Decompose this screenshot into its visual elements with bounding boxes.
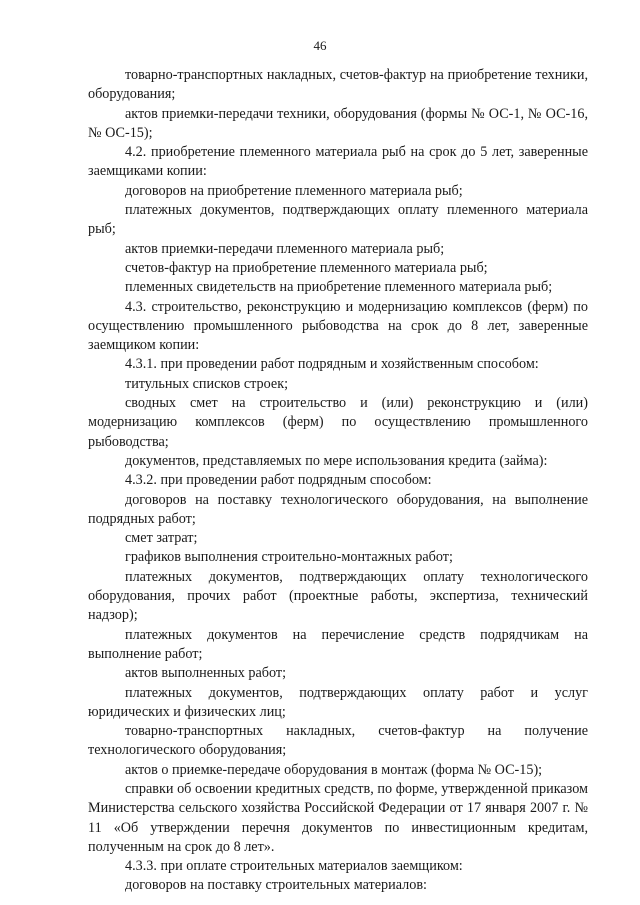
page-number: 46 xyxy=(313,38,327,53)
paragraph: справки об освоении кредитных средств, по форме, утвержденной приказом Министерства сельского хозяйства Российской Федерации от 17 января 2007 г. № 11 «Об утверждении перечня документов по инвестиционным кредитам, полученным на срок до 8 лет». xyxy=(88,780,588,855)
paragraph: племенных свидетельств на приобретение племенного материала рыб; xyxy=(125,279,553,296)
paragraph: договоров на приобретение племенного материала рыб; xyxy=(125,182,463,199)
paragraph: документов, представляемых по мере использования кредита (займа): xyxy=(125,452,548,469)
paragraph: 4.2. приобретение племенного материала рыб на срок до 5 лет, заверенные заемщиками копии: xyxy=(88,144,588,180)
paragraph: графиков выполнения строительно-монтажных работ; xyxy=(125,549,453,566)
paragraph: платежных документов, подтверждающих оплату работ и услуг юридических и физических лиц; xyxy=(88,684,588,720)
document-body xyxy=(88,66,588,896)
paragraph: титульных списков строек; xyxy=(125,375,289,392)
paragraph: платежных документов, подтверждающих оплату технологического оборудования, прочих работ (проектные работы, экспертиза, технический надзор); xyxy=(88,568,588,624)
paragraph: актов выполненных работ; xyxy=(125,665,287,682)
paragraph: актов приемки-передачи техники, оборудования (формы № ОС-1, № ОС-16, № ОС-15); xyxy=(88,105,588,141)
paragraph: платежных документов на перечисление средств подрядчикам на выполнение работ; xyxy=(88,626,588,662)
paragraph: счетов-фактур на приобретение племенного материала рыб; xyxy=(125,259,488,276)
paragraph: актов о приемке-передаче оборудования в монтаж (форма № ОС-15); xyxy=(125,761,543,778)
paragraph: товарно-транспортных накладных, счетов-фактур на получение технологического оборудования; xyxy=(88,723,588,759)
paragraph: 4.3.1. при проведении работ подрядным и хозяйственным способом: xyxy=(125,356,539,373)
paragraph: платежных документов, подтверждающих оплату племенного материала рыб; xyxy=(88,202,588,238)
paragraph: 4.3. строительство, реконструкцию и модернизацию комплексов (ферм) по осуществлению промышленного рыбоводства на срок до 8 лет, заверенные заемщиком копии: xyxy=(88,298,588,354)
paragraph: договоров на поставку технологического оборудования, на выполнение подрядных работ; xyxy=(88,491,588,527)
paragraph: актов приемки-передачи племенного материала рыб; xyxy=(125,240,445,257)
paragraph: 4.3.3. при оплате строительных материалов заемщиком: xyxy=(125,858,463,875)
paragraph: смет затрат; xyxy=(125,530,198,547)
paragraph: товарно-транспортных накладных, счетов-фактур на приобретение техники, оборудования; xyxy=(88,67,588,103)
paragraph: договоров на поставку строительных материалов: xyxy=(125,877,427,894)
paragraph: 4.3.2. при проведении работ подрядным способом: xyxy=(125,472,432,489)
paragraph: сводных смет на строительство и (или) реконструкцию и (или) модернизацию комплексов (ферм) по осуществлению промышленного рыбоводства; xyxy=(88,395,588,450)
